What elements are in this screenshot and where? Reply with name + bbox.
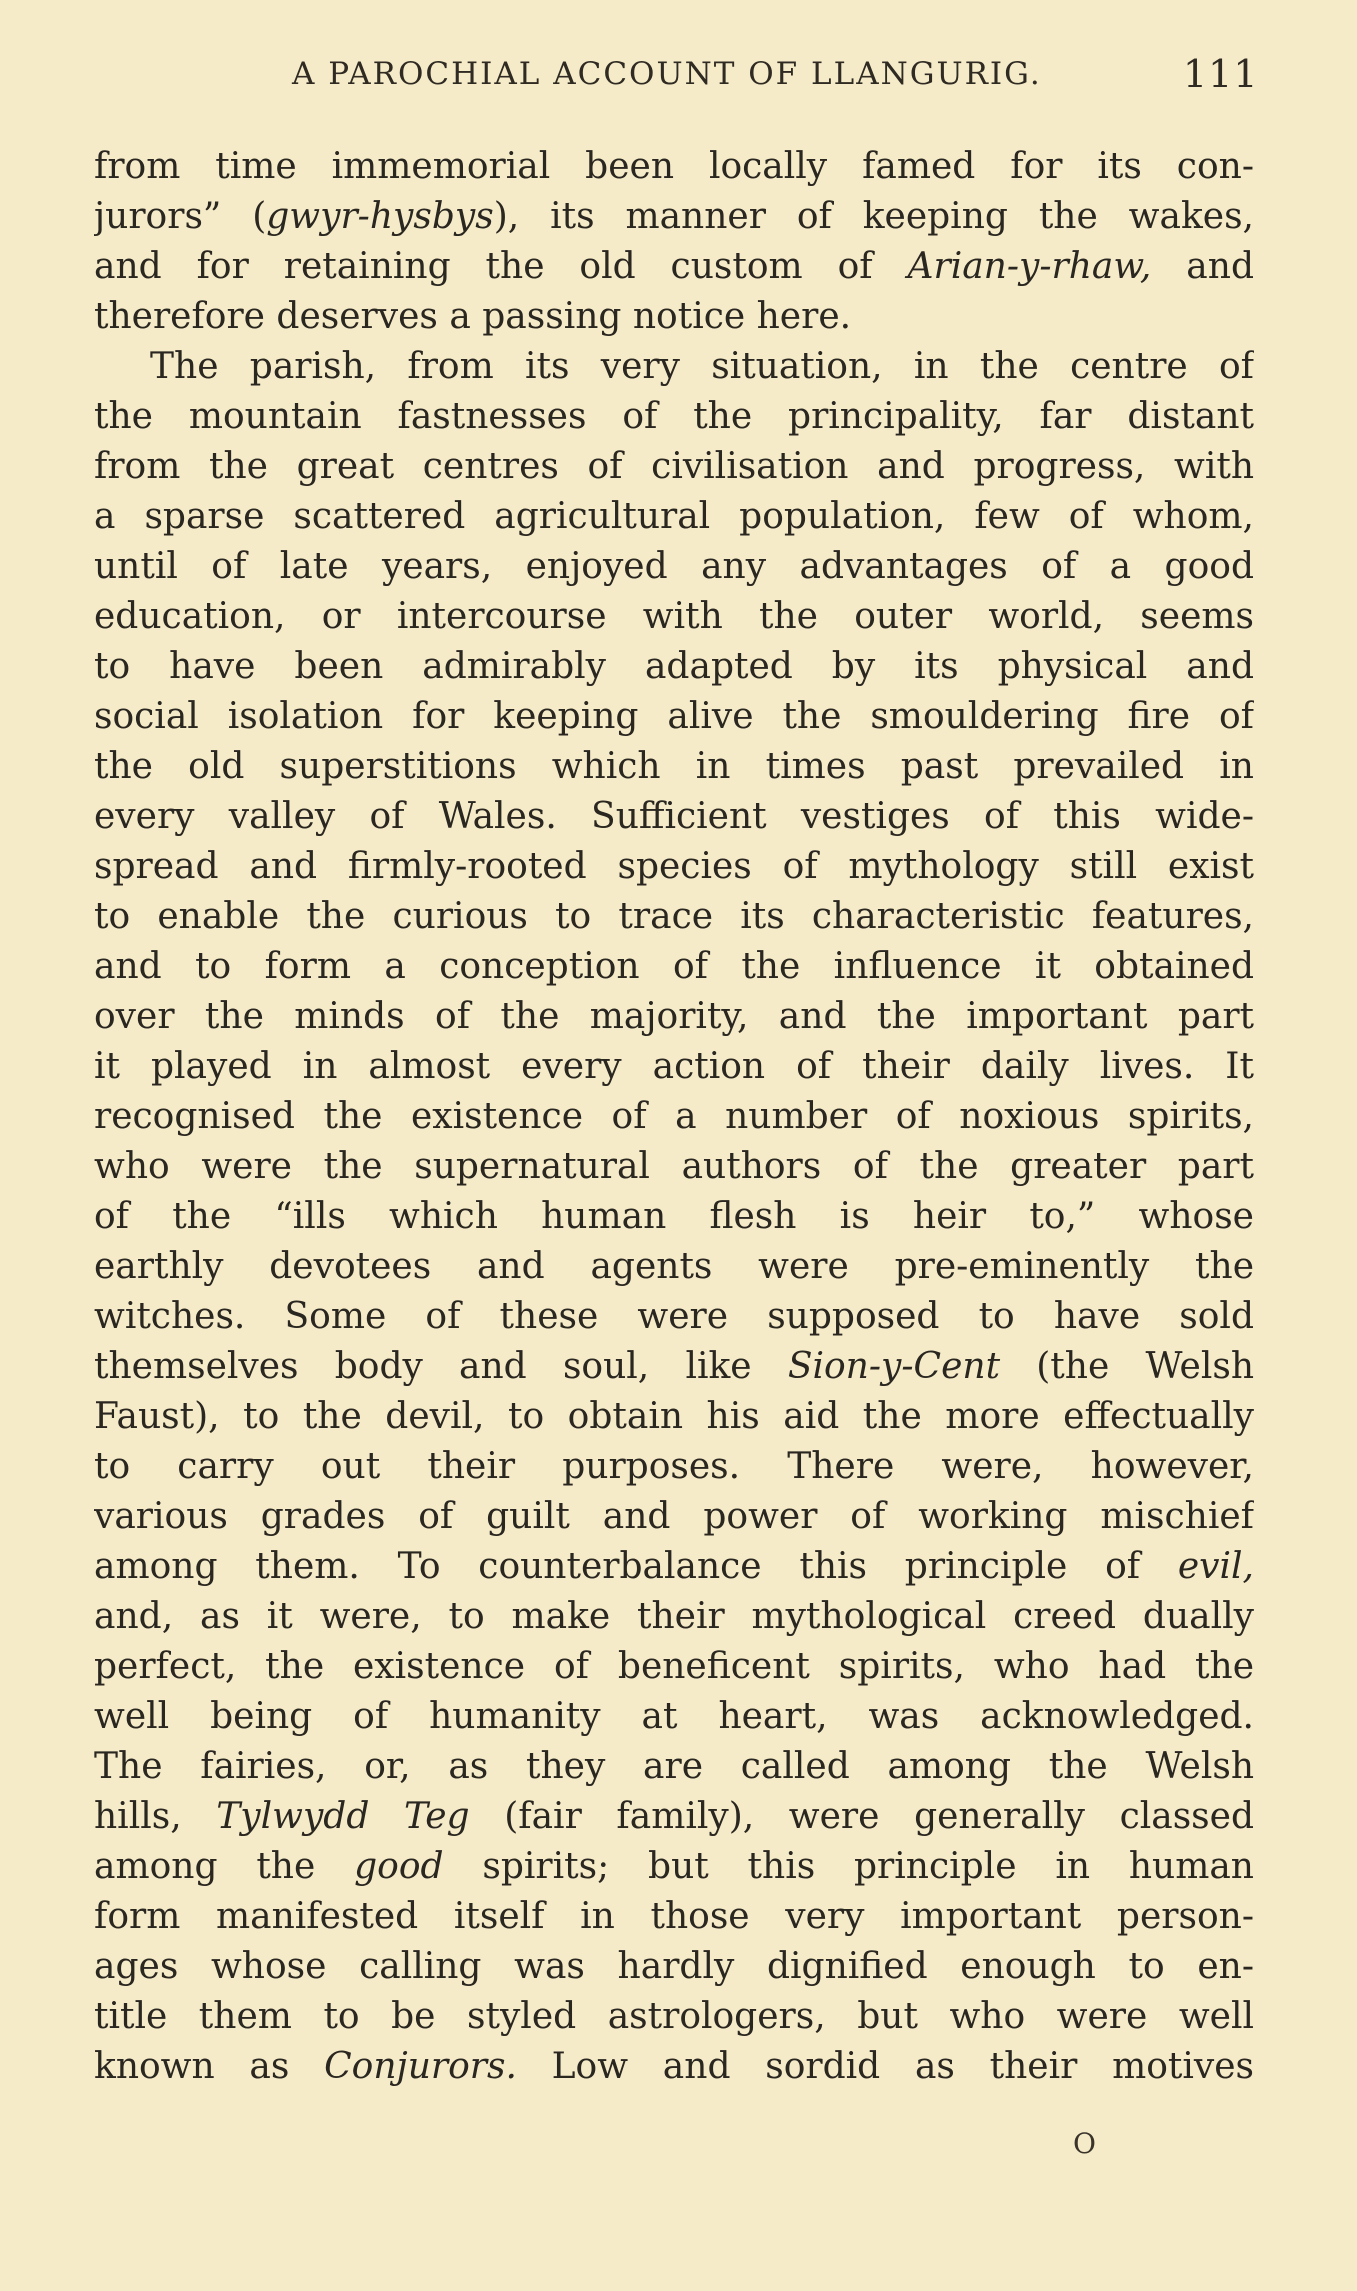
text-segment: and, as it were, to make their mythological creed dually	[94, 1596, 1254, 1637]
text-segment: known as	[94, 2046, 325, 2087]
text-line	[94, 992, 1254, 1042]
text-line	[94, 1142, 1254, 1192]
text-segment: The fairies, or, as they are called among the Welsh	[94, 1746, 1254, 1787]
text-segment: Faust), to the devil, to obtain his aid the more effectually	[94, 1396, 1254, 1437]
text-line	[94, 692, 1254, 742]
italic-term: Conjurors.	[324, 2046, 517, 2087]
text-segment: a sparse scattered agricultural population, few of whom,	[94, 496, 1254, 537]
text-line	[94, 1842, 1254, 1892]
text-segment: among the	[94, 1846, 355, 1887]
text-segment: to have been admirably adapted by its physical and	[94, 646, 1254, 687]
text-segment: various grades of guilt and power of working mischief	[94, 1496, 1254, 1537]
text-segment: title them to be styled astrologers, but who were well	[94, 1996, 1254, 2037]
text-segment: (the Welsh	[1000, 1346, 1254, 1387]
text-line	[94, 1392, 1254, 1442]
page-number: 111	[1183, 52, 1259, 96]
text-line	[94, 142, 1254, 192]
text-line	[94, 1192, 1254, 1242]
italic-term: evil,	[1177, 1546, 1254, 1587]
signature-mark: O	[1073, 2127, 1096, 2160]
text-segment: the old superstitions which in times past prevailed in	[94, 746, 1254, 787]
text-segment: jurors” (	[94, 196, 267, 237]
text-segment: social isolation for keeping alive the smouldering fire of	[94, 696, 1254, 737]
text-segment: themselves body and soul, like	[94, 1346, 788, 1387]
text-line	[94, 1792, 1254, 1842]
text-line	[94, 1592, 1254, 1642]
text-line	[94, 1742, 1254, 1792]
text-segment: the mountain fastnesses of the principality, far distant	[94, 396, 1254, 437]
text-segment: from time immemorial been locally famed for its con-	[94, 146, 1254, 187]
text-line	[94, 742, 1254, 792]
text-segment: until of late years, enjoyed any advantages of a good	[94, 546, 1254, 587]
text-line	[94, 892, 1254, 942]
text-segment: perfect, the existence of beneficent spirits, who had the	[94, 1646, 1254, 1687]
text-segment: over the minds of the majority, and the important part	[94, 996, 1254, 1037]
text-line	[94, 842, 1254, 892]
text-line	[94, 2042, 1254, 2092]
text-segment: of the “ills which human flesh is heir to,” whose	[94, 1196, 1254, 1237]
text-line	[94, 1442, 1254, 1492]
text-line	[94, 1292, 1254, 1342]
text-segment: (fair family), were generally classed	[469, 1796, 1254, 1837]
running-head: A PAROCHIAL ACCOUNT OF LLANGURIG.	[292, 56, 1042, 92]
text-line	[94, 792, 1254, 842]
text-segment: ages whose calling was hardly dignified enough to en-	[94, 1946, 1254, 1987]
text-segment: to enable the curious to trace its characteristic features,	[94, 896, 1254, 937]
text-line	[94, 1042, 1254, 1092]
text-segment: earthly devotees and agents were pre-eminently the	[94, 1246, 1254, 1287]
text-segment: witches. Some of these were supposed to have sold	[94, 1296, 1254, 1337]
text-line	[94, 392, 1254, 442]
text-segment: hills,	[94, 1796, 217, 1837]
text-line	[94, 592, 1254, 642]
text-segment: form manifested itself in those very important person-	[94, 1896, 1254, 1937]
text-line	[94, 1092, 1254, 1142]
text-line	[94, 1642, 1254, 1692]
text-segment: and for retaining the old custom of	[94, 246, 908, 287]
text-line	[94, 1992, 1254, 2042]
text-segment: ), its manner of keeping the wakes,	[493, 196, 1254, 237]
text-segment: well being of humanity at heart, was acknowledged.	[94, 1696, 1254, 1737]
text-segment: education, or intercourse with the outer world, seems	[94, 596, 1254, 637]
text-line	[94, 292, 1254, 342]
italic-term: Arian-y-rhaw,	[907, 246, 1152, 287]
text-line	[94, 1892, 1254, 1942]
text-line	[94, 342, 1254, 392]
text-segment: The parish, from its very situation, in the centre of	[150, 346, 1254, 387]
text-line	[94, 942, 1254, 992]
text-segment: recognised the existence of a number of noxious spirits,	[94, 1096, 1254, 1137]
text-segment: who were the supernatural authors of the greater part	[94, 1146, 1254, 1187]
text-line	[94, 1942, 1254, 1992]
italic-term: good	[354, 1846, 444, 1887]
text-segment: among them. To counterbalance this principle of	[94, 1546, 1178, 1587]
text-segment: to carry out their purposes. There were, however,	[94, 1446, 1254, 1487]
italic-term: Tylwydd Teg	[216, 1796, 470, 1837]
text-line	[94, 1242, 1254, 1292]
italic-term: Sion-y-Cent	[787, 1346, 1001, 1387]
text-segment: Low and sordid as their motives	[516, 2046, 1254, 2087]
text-line	[94, 1542, 1254, 1592]
text-line	[94, 642, 1254, 692]
text-line	[94, 1492, 1254, 1542]
text-segment: spread and firmly-rooted species of mythology still exist	[94, 846, 1254, 887]
text-segment: from the great centres of civilisation and progress, with	[94, 446, 1254, 487]
text-line	[94, 442, 1254, 492]
text-line	[94, 1342, 1254, 1392]
text-line	[94, 1692, 1254, 1742]
text-line	[94, 192, 1254, 242]
text-segment: therefore deserves a passing notice here.	[94, 296, 852, 337]
text-segment: and	[1151, 246, 1254, 287]
text-segment: every valley of Wales. Sufficient vestiges of this wide-	[94, 796, 1254, 837]
text-segment: it played in almost every action of their daily lives. It	[94, 1046, 1254, 1087]
text-segment: spirits; but this principle in human	[443, 1846, 1254, 1887]
text-line	[94, 242, 1254, 292]
body-text	[94, 142, 1254, 2092]
italic-term: gwyr-hysbys	[266, 196, 494, 237]
text-line	[94, 492, 1254, 542]
text-segment: and to form a conception of the influence it obtained	[94, 946, 1254, 987]
text-line	[94, 542, 1254, 592]
